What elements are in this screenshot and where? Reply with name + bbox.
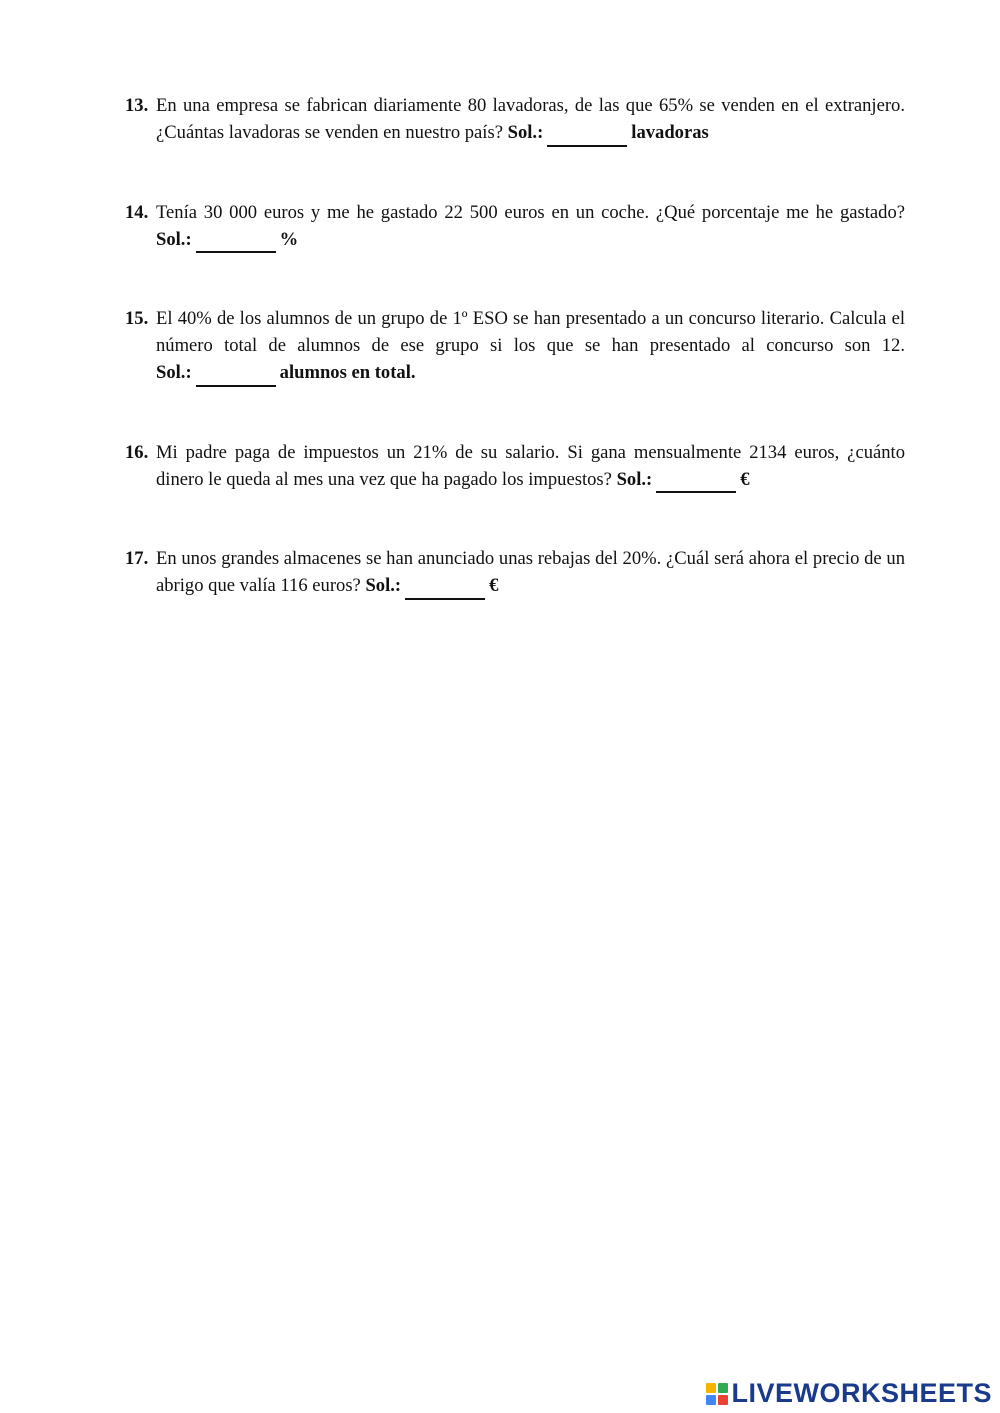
worksheet-problems <box>125 92 905 652</box>
logo-tile-blue <box>706 1395 716 1405</box>
answer-unit: € <box>489 575 499 596</box>
answer-input-14[interactable] <box>196 233 276 253</box>
answer-unit: alumnos en total. <box>279 362 416 383</box>
problem-number: 14. <box>125 201 149 223</box>
logo-tile-green <box>718 1383 728 1393</box>
problem-text: En unos grandes almacenes se han anunciado unas rebajas del 20%. ¿Cuál será ahora el precio de un abrigo que valía 116 euros? <box>156 548 905 596</box>
problem-number: 17. <box>125 548 149 569</box>
answer-line <box>508 122 709 143</box>
answer-input-15[interactable] <box>196 367 276 387</box>
brand-name: LIVEWORKSHEETS <box>731 1378 992 1408</box>
problem-16 <box>125 439 905 494</box>
answer-unit: % <box>279 228 299 250</box>
problem-text: Mi padre paga de impuestos un 21% de su salario. Si gana mensualmente 2134 euros, ¿cuánto dinero le queda al mes una vez que ha pagado los impuestos? <box>156 441 905 490</box>
answer-input-13[interactable] <box>547 127 627 147</box>
problem-number: 16. <box>125 441 149 463</box>
liveworksheets-logo-icon <box>706 1383 728 1405</box>
solution-label: Sol.: <box>156 228 192 250</box>
answer-input-16[interactable] <box>656 473 736 493</box>
liveworksheets-brand <box>706 1380 992 1407</box>
solution-label: Sol.: <box>616 468 653 490</box>
solution-label: Sol.: <box>365 575 402 596</box>
solution-label: Sol.: <box>156 362 192 383</box>
problem-text: Tenía 30 000 euros y me he gastado 22 500 euros en un coche. ¿Qué porcentaje me he gastado? <box>156 201 905 223</box>
answer-line <box>365 575 498 596</box>
problem-17 <box>125 545 905 600</box>
answer-unit: lavadoras <box>631 122 709 143</box>
problem-14 <box>125 199 905 254</box>
logo-tile-red <box>718 1395 728 1405</box>
problem-text: El 40% de los alumnos de un grupo de 1º ESO se han presentado a un concurso literario. Calcula el número total de alumnos de ese grupo si los que se han presentado al concurso son 12. <box>156 308 905 356</box>
problem-number: 15. <box>125 308 149 329</box>
logo-tile-yellow <box>706 1383 716 1393</box>
answer-input-17[interactable] <box>405 580 485 600</box>
problem-15 <box>125 305 905 387</box>
answer-unit: € <box>740 468 750 490</box>
answer-line <box>156 362 416 383</box>
problem-13 <box>125 92 905 147</box>
problem-number: 13. <box>125 95 149 116</box>
problem-text: En una empresa se fabrican diariamente 80 lavadoras, de las que 65% se venden en el extranjero. ¿Cuántas lavadoras se venden en nuestro país? <box>156 95 905 143</box>
solution-label: Sol.: <box>507 122 544 143</box>
answer-line <box>156 229 298 250</box>
answer-line <box>617 469 750 490</box>
